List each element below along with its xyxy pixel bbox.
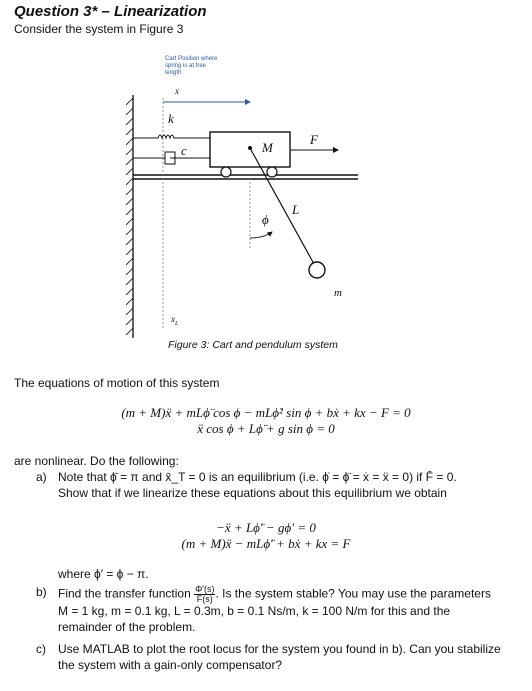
wall-hatch <box>126 98 133 335</box>
intro-text: Consider the system in Figure 3 <box>14 22 184 36</box>
phi-label: ϕ <box>262 212 269 227</box>
task-c-line-2: the system with a gain-only compensator? <box>58 658 283 672</box>
equation-2: ẍ cos ϕ + Lϕ̈ + g sin ϕ = 0 <box>197 421 335 436</box>
k-label: k <box>168 111 174 126</box>
task-b-line-3: remainder of the problem. <box>58 620 196 634</box>
cart-wheel-right <box>267 167 277 177</box>
pivot-point <box>248 146 252 150</box>
pendulum-bob <box>309 262 325 278</box>
c-label: c <box>181 143 187 158</box>
phi-arc <box>250 232 272 238</box>
cart-wheel-left <box>221 167 231 177</box>
L-label: L <box>292 202 300 217</box>
question-title: Question 3* – Linearization <box>14 3 207 20</box>
task-a-line-2: Show that if we linearize these equations about this equilibrium we obtain <box>58 486 447 500</box>
linearized-equation-2: (m + M)ẍ − mLϕ̈′ + bẋ + kx = F <box>181 536 351 551</box>
F-label: F <box>310 132 318 147</box>
task-b-label: b) <box>36 585 47 599</box>
eom-intro: The equations of motion of this system <box>14 376 220 390</box>
M-label: M <box>262 140 273 155</box>
nonlinear-text: are nonlinear. Do the following: <box>14 454 179 468</box>
task-a-label: a) <box>36 470 47 484</box>
task-c-label: c) <box>36 642 46 656</box>
figure-caption: Figure 3: Cart and pendulum system <box>168 339 338 351</box>
task-a-line-1: Note that ϕ̄ = π and x̄_T = 0 is an equilibrium (i.e. ϕ̇ = ϕ̈ = ẋ = ẍ = 0) if F̄ = 0. <box>58 470 457 484</box>
task-c-line-1: Use MATLAB to plot the root locus for the system you found in b). Can you stabilize <box>58 642 501 656</box>
xL-label: $x_L$ <box>171 314 179 327</box>
transfer-function-fraction: $\frac{\Phi'(s)}{F(s)}$ <box>195 584 215 604</box>
spring <box>133 135 210 138</box>
linearized-equation-1: −ẍ + Lϕ̈′ − gϕ′ = 0 <box>216 520 316 535</box>
task-b-line-2: M = 1 kg, m = 0.1 kg, L = 0.3m, b = 0.1 Ns/m, k = 100 N/m for this and the <box>58 604 451 618</box>
m-label: m <box>334 287 342 299</box>
x-label: x <box>175 86 179 96</box>
cart-position-label: Cart Position where spring is at free length <box>165 56 218 76</box>
where-text: where ϕ′ = ϕ − π. <box>58 567 149 581</box>
equation-1: (m + M)ẍ + mLϕ̈ cos ϕ − mLϕ̇² sin ϕ + bẋ + kx − F = 0 <box>121 405 411 420</box>
task-b-line-1: Find the transfer function $\frac{\Phi'(s)}{F(s)}$ . Is the system stable? You may use the parameters <box>58 584 491 604</box>
